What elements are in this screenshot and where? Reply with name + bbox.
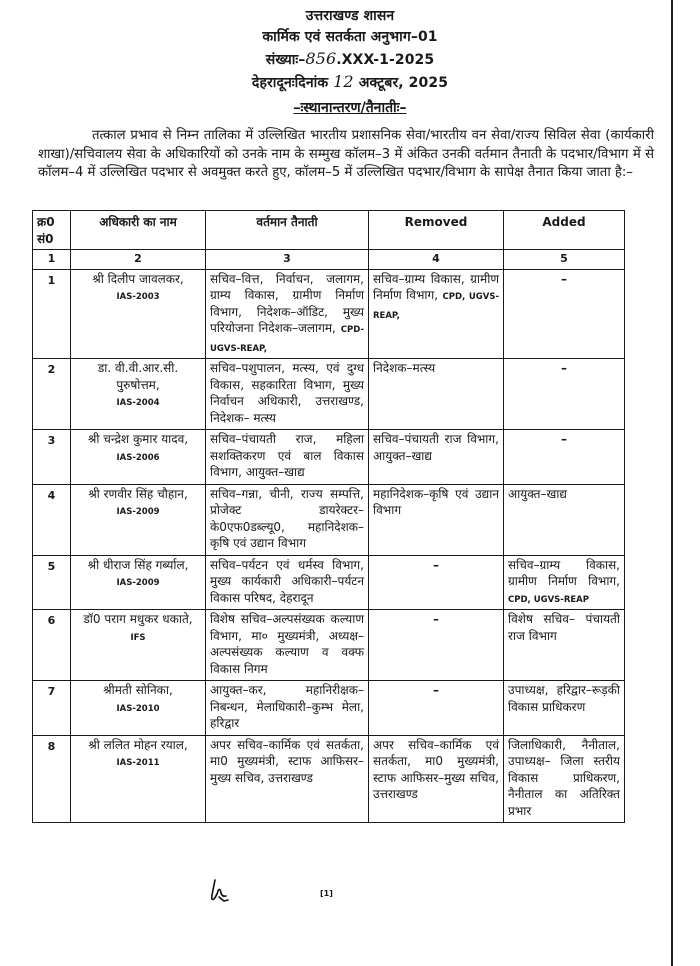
order-number-suffix: .XXX-1-2025 [336,52,435,68]
serial-number: 3 [47,434,56,447]
serial-number-cell [33,681,71,736]
added-cell [504,555,625,610]
added-cell [504,269,625,359]
current-posting-cell [206,735,369,823]
table-row [33,610,625,681]
officer-cell [71,610,206,681]
officer-cell [71,735,206,823]
added-posting: – [561,361,567,375]
current-posting: आयुक्त–कर, महानिरीक्षक–निबन्धन, मेलाधिकारी–कुम्भ मेला, हरिद्वार [210,683,364,730]
added-cell [504,610,625,681]
column-number: 1 [33,250,71,270]
order-number-prefix: संख्याः– [265,52,306,68]
officer-service: IAS-2010 [116,703,160,714]
added-cell [504,681,625,736]
removed-posting: – [433,557,439,572]
header-added: Added [504,211,625,250]
officer-service: IAS-2011 [116,758,160,768]
officer-name: डा. वी.वी.आर.सी. पुरुषोत्तम, [97,361,179,392]
date-day-handwritten: 12 [333,72,354,91]
column-number: 3 [206,250,369,270]
removed-cell [369,681,504,736]
officer-cell [71,359,206,430]
current-posting-cell [206,555,369,610]
header-removed: Removed [369,211,504,250]
serial-number: 2 [47,363,56,376]
current-posting: सचिव–वित्त, निर्वाचन, जलागम, ग्राम्य विकास, ग्रामीण निर्माण विभाग, निदेशक–ऑडिट, मुख्य परियोजना निदेशक–जलागम, [210,271,364,335]
serial-number-cell [33,610,71,681]
table-row [33,681,625,736]
current-posting: सचिव–पशुपालन, मत्स्य, एवं दुग्ध विकास, सहकारिता विभाग, मुख्य निर्वाचन अधिकारी, उत्तराखण्ड, निदेशक– मत्स्य [210,361,364,425]
serial-number: 7 [47,685,56,698]
serial-number-cell [33,359,71,430]
header-officer-name: अधिकारी का नाम [71,211,206,250]
removed-posting: – [433,612,439,626]
column-number-row [33,250,625,270]
table-row [33,555,625,610]
officer-name: श्री रणवीर सिंह चौहान, [88,486,188,501]
removed-cell [369,555,504,610]
added-posting: – [561,432,567,446]
officer-name: श्री दिलीप जावलकर, [92,271,184,286]
added-cell [504,430,625,485]
transfer-table [32,210,625,823]
removed-cell [369,430,504,485]
serial-number-cell [33,484,71,555]
officer-service: IFS [130,632,146,643]
department-name: कार्मिक एवं सतर्कता अनुभाग–01 [262,29,438,45]
serial-number: 6 [47,614,56,627]
order-number [0,48,700,71]
intro-paragraph: तत्काल प्रभाव से निम्न तालिका में उल्लिखित भारतीय प्रशासनिक सेवा/भारतीय वन सेवा/राज्य सिविल सेवा (कार्यकारी शाखा)/सचिवालय सेवा के अधिकारियों को उनके नाम के सम्मुख कॉलम–3 में अंकित उनकी वर्तमान तैनाती के पदभार/विभाग में से कॉलम–4 में उल्लिखित पदभार से अवमुक्त करते हुए, कॉलम–5 में उल्लिखित पदभार/विभाग के सापेक्ष तैनात किया जाता है:– [38,128,654,180]
added-cell [504,484,625,555]
added-posting-abbrev: CPD, UGVS-REAP [508,594,589,605]
current-posting: सचिव–पंचायती राज, महिला सशक्तिकरण एवं बाल विकास विभाग, आयुक्त–खाद्य [210,432,364,479]
serial-number: 4 [47,488,56,502]
officer-name: श्रीमती सोनिका, [103,683,173,697]
table-row [33,359,625,430]
officer-cell [71,681,206,736]
officer-cell [71,430,206,485]
serial-number-cell [33,430,71,485]
removed-cell [369,269,504,359]
removed-posting: निदेशक–मत्स्य [373,361,436,375]
added-cell [504,359,625,430]
serial-number: 5 [47,559,56,573]
current-posting-cell [206,610,369,681]
serial-number: 8 [47,739,56,753]
current-posting-abbrev: CPD-UGVS-REAP, [210,325,364,354]
removed-cell [369,610,504,681]
added-posting: उपाध्यक्ष, हरिद्वार–रूड़की विकास प्राधिकरण [508,683,620,714]
officer-name: श्री धीराज सिंह गर्ब्याल, [87,557,189,572]
order-date [0,71,700,94]
current-posting-cell [206,430,369,485]
removed-posting: सचिव–पंचायती राज विभाग, आयुक्त–खाद्य [373,432,499,463]
current-posting-cell [206,359,369,430]
added-cell [504,735,625,823]
officer-cell [71,269,206,359]
added-posting: सचिव–ग्राम्य विकास, ग्रामीण निर्माण विभाग, [508,557,620,588]
officer-service: IAS-2009 [116,578,160,588]
officer-service: IAS-2004 [116,398,160,408]
signature-icon [205,877,235,907]
column-number: 2 [71,250,206,270]
removed-posting: – [433,683,439,697]
officer-service: IAS-2006 [116,452,160,463]
serial-number-cell [33,555,71,610]
removed-cell [369,735,504,823]
current-posting-cell [206,681,369,736]
officer-name: श्री ललित मोहन रयाल, [88,737,188,752]
date-prefix: देहरादूनःदिनांक [251,75,334,91]
officer-service: IAS-2009 [116,507,160,517]
table-row [33,269,625,359]
table-row [33,735,625,823]
current-posting: विशेष सचिव–अल्पसंख्यक कल्याण विभाग, मा० मुख्यमंत्री, अध्यक्ष– अल्पसंख्यक कल्याण व वक्फ विकास निगम [210,612,364,676]
removed-cell [369,359,504,430]
officer-cell [71,555,206,610]
order-heading: –ःस्थानान्तरण/तैनातीः– [293,100,407,116]
table-row [33,484,625,555]
removed-posting: महानिदेशक–कृषि एवं उद्यान विभाग [373,486,499,517]
officer-name: श्री चन्द्रेश कुमार यादव, [87,432,189,446]
removed-posting: अपर सचिव–कार्मिक एवं सतर्कता, मा0 मुख्यमंत्री, स्टाफ आफिसर–मुख्य सचिव, उत्तराखण्ड [373,737,499,801]
current-posting: अपर सचिव–कार्मिक एवं सतर्कता, मा0 मुख्यमंत्री, स्टाफ आफिसर–मुख्य सचिव, उत्तराखण्ड [210,737,364,785]
serial-number-cell [33,735,71,823]
document-header [0,6,700,117]
added-posting: जिलाधिकारी, नैनीताल, उपाध्यक्ष– जिला स्तरीय विकास प्राधिकरण, नैनीताल का अतिरिक्त प्रभार [508,737,620,818]
table-header-row [33,211,625,250]
column-number: 4 [369,250,504,270]
serial-number-cell [33,269,71,359]
current-posting-cell [206,269,369,359]
current-posting: सचिव–पर्यटन एवं धर्मस्व विभाग, मुख्य कार्यकारी अधिकारी–पर्यटन विकास परिषद, देहरादून [210,557,364,605]
serial-number: 1 [47,273,56,287]
page-edge-rule [671,0,673,966]
date-suffix: अक्टूबर, 2025 [353,75,449,91]
government-name: उत्तराखण्ड शासन [305,8,395,24]
added-posting: आयुक्त–खाद्य [508,486,567,501]
officer-cell [71,484,206,555]
added-posting: विशेष सचिव– पंचायती राज विभाग [508,612,620,643]
added-posting: – [561,271,567,286]
removed-posting-abbrev: CPD, UGVS-REAP, [373,292,499,321]
column-number: 5 [504,250,625,270]
order-number-handwritten: 856 [305,49,337,68]
removed-posting: सचिव–ग्राम्य विकास, ग्रामीण निर्माण विभाग, [373,271,499,302]
current-posting: सचिव–गन्ना, चीनी, राज्य सम्पत्ति, प्रोजेक्ट डायरेक्टर–के0एफ0डब्ल्यू0, महानिदेशक–कृषि एवं उद्यान विभाग [210,486,364,550]
page-number: [1] [320,889,333,898]
table-row [33,430,625,485]
officer-name: डॉ0 पराग मधुकर धकाते, [83,612,193,626]
header-serial: क्र0 सं0 [33,211,71,250]
header-current-posting: वर्तमान तैनाती [206,211,369,250]
officer-service: IAS-2003 [116,292,160,302]
current-posting-cell [206,484,369,555]
removed-cell [369,484,504,555]
